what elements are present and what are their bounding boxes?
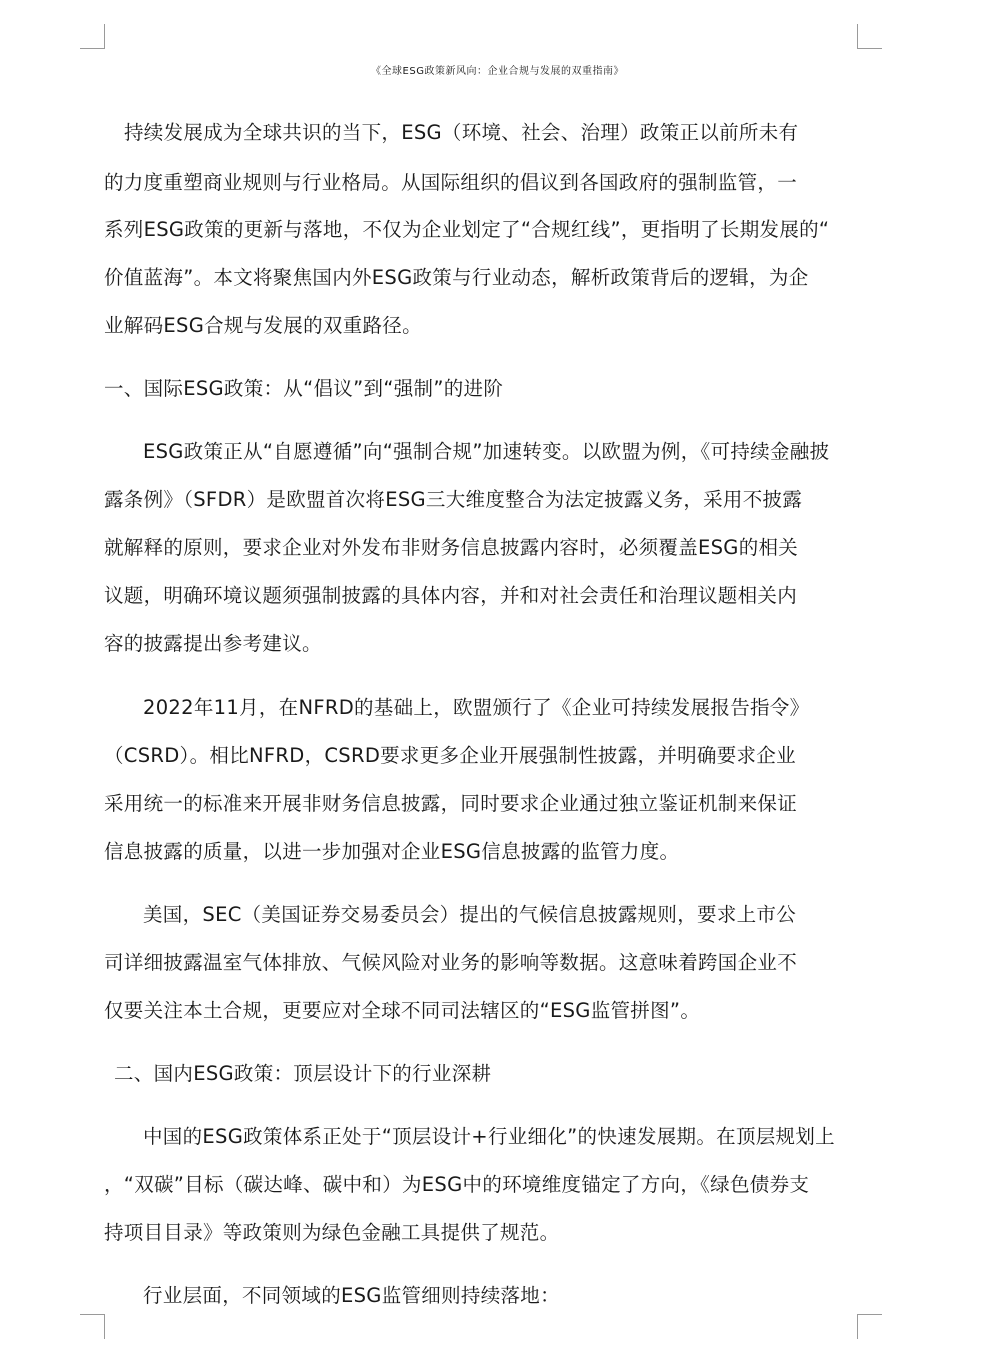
s1p1-line-1: ESG政策正从“自愿遵循”向“强制合规”加速转变。以欧盟为例，《可持续金融披	[143, 440, 830, 463]
s2p1-line-1: 中国的ESG政策体系正处于“顶层设计+行业细化”的快速发展期。在顶层规划上	[143, 1125, 835, 1148]
intro-line-3: 系列ESG政策的更新与落地，不仅为企业划定了“合规红线”，更指明了长期发展的“	[104, 218, 830, 241]
s1p1-line-4: 议题，明确环境议题须强制披露的具体内容，并和对社会责任和治理议题相关内	[104, 584, 798, 607]
document-title: 《全球ESG政策新风向：企业合规与发展的双重指南》	[371, 66, 624, 77]
s1p2-line-4: 信息披露的质量，以进一步加强对企业ESG信息披露的监管力度。	[104, 840, 680, 863]
intro-line-2: 的力度重塑商业规则与行业格局。从国际组织的倡议到各国政府的强制监管，一	[104, 171, 798, 194]
s2p1-line-2: ，“双碳”目标（碳达峰、碳中和）为ESG中的环境维度锚定了方向，《绿色债券支	[104, 1173, 810, 1196]
intro-line-1: 持续发展成为全球共识的当下，ESG（环境、社会、治理）政策正以前所未有	[124, 121, 799, 144]
s1p3-line-1: 美国，SEC（美国证券交易委员会）提出的气候信息披露规则，要求上市公	[143, 903, 797, 926]
section1-heading: 一、国际ESG政策：从“倡议”到“强制”的进阶	[104, 377, 504, 400]
s1p2-line-2: （CSRD）。相比NFRD，CSRD要求更多企业开展强制性披露，并明确要求企业	[104, 744, 796, 767]
crop-mark-bottom-right	[857, 1314, 882, 1339]
s2p2-line-1: 行业层面，不同领域的ESG监管细则持续落地：	[143, 1284, 560, 1307]
crop-mark-bottom-left	[80, 1314, 105, 1339]
crop-mark-top-left	[80, 24, 105, 49]
s1p3-line-3: 仅要关注本土合规，更要应对全球不同司法辖区的“ESG监管拼图”。	[104, 999, 701, 1022]
s1p3-line-2: 司详细披露温室气体排放、气候风险对业务的影响等数据。这意味着跨国企业不	[104, 951, 798, 974]
crop-mark-top-right	[857, 24, 882, 49]
s2p1-line-3: 持项目目录》等政策则为绿色金融工具提供了规范。	[104, 1221, 560, 1244]
s1p2-line-3: 采用统一的标准来开展非财务信息披露，同时要求企业通过独立鉴证机制来保证	[104, 792, 798, 815]
s1p1-line-5: 容的披露提出参考建议。	[104, 632, 322, 655]
intro-line-5: 业解码ESG合规与发展的双重路径。	[104, 314, 422, 337]
s1p2-line-1: 2022年11月，在NFRD的基础上，欧盟颁行了《企业可持续发展报告指令》	[143, 696, 810, 719]
s1p1-line-2: 露条例》（SFDR）是欧盟首次将ESG三大维度整合为法定披露义务，采用不披露	[104, 488, 803, 511]
intro-line-4: 价值蓝海”。本文将聚焦国内外ESG政策与行业动态，解析政策背后的逻辑，为企	[104, 266, 809, 289]
s1p1-line-3: 就解释的原则，要求企业对外发布非财务信息披露内容时，必须覆盖ESG的相关	[104, 536, 799, 559]
section2-heading: 二、国内ESG政策：顶层设计下的行业深耕	[114, 1062, 492, 1085]
